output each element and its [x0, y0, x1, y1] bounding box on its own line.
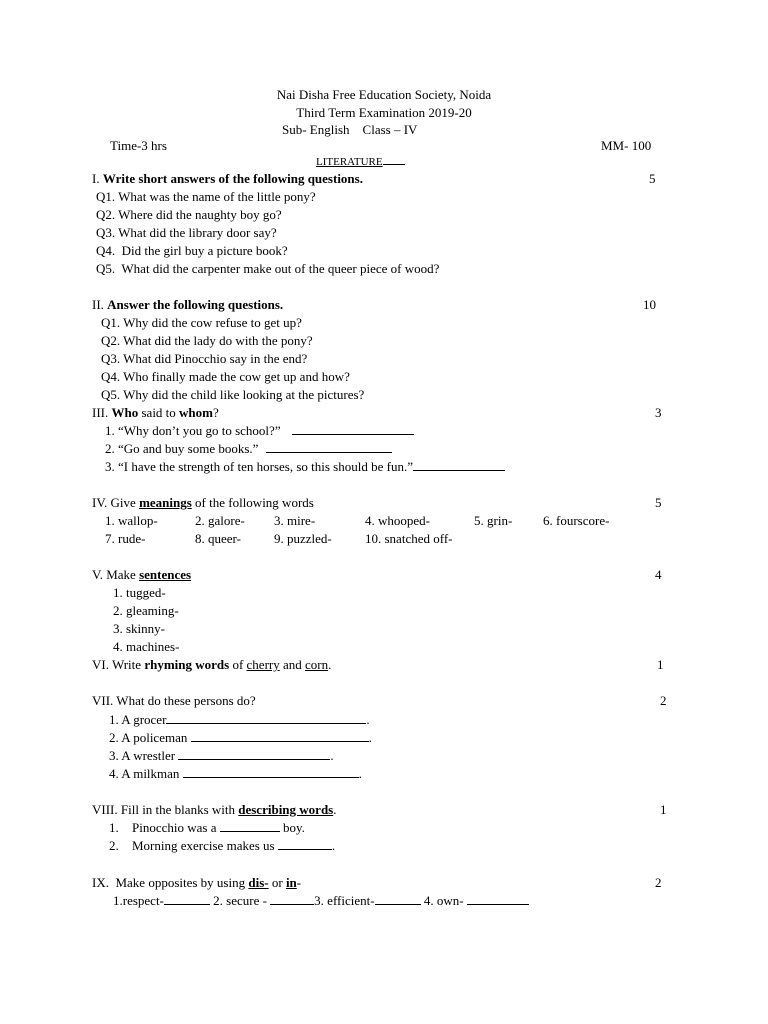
section-6-word-2: corn [305, 657, 329, 672]
s4-word-3: 3. mire- [274, 513, 316, 528]
section-6-dot: . [328, 657, 332, 672]
s8-item-2-text-a: Morning exercise makes us [132, 838, 275, 853]
section-underline [383, 154, 405, 165]
section-heading [316, 154, 405, 170]
s7-item-1: 1. A grocer . [109, 712, 370, 727]
section-3-number: III. [92, 405, 109, 420]
section-8-key: describing words [238, 802, 334, 817]
section-6-word-1: cherry [246, 657, 280, 672]
section-3-said-to: said to [141, 405, 176, 420]
s9-item-2-blank [270, 893, 314, 905]
section-6-heading [92, 657, 331, 673]
section-5-heading [92, 567, 191, 583]
s4-word-4: 4. whooped- [365, 513, 430, 528]
section-4-prefix: IV. Give [92, 495, 136, 510]
s8-item-2-num: 2. [109, 838, 119, 853]
s7-item-3-text: 3. A wrestler [109, 748, 176, 763]
s9-item-1-text: 1.respect- [113, 893, 164, 908]
s4-word-9: 9. puzzled- [274, 531, 332, 546]
s7-item-2: 2. A policeman . [109, 730, 372, 745]
section-2-number: II. [92, 297, 104, 312]
s2-question-4: Q4. Who finally made the cow get up and how? [101, 369, 350, 384]
s9-items [113, 893, 529, 909]
s3-item-2-blank [266, 441, 392, 453]
max-marks: MM- 100 [601, 138, 652, 153]
s4-word-6: 6. fourscore- [543, 513, 610, 528]
s4-word-10: 10. snatched off- [365, 531, 453, 546]
section-6-prefix: VI. Write [92, 657, 142, 672]
section-3-heading [92, 405, 219, 421]
s3-item-1 [105, 423, 414, 439]
s7-item-3-blank [178, 748, 330, 760]
section-9-prefix: IX. Make opposites by using [92, 875, 246, 890]
s9-item-3-blank [375, 893, 421, 905]
s1-question-1: Q1. What was the name of the little pony? [96, 189, 316, 204]
section-1-number: I. [92, 171, 100, 186]
section-2-heading [92, 297, 283, 313]
s4-word-5: 5. grin- [474, 513, 513, 528]
section-8-dot: . [333, 802, 337, 817]
s2-question-3: Q3. What did Pinocchio say in the end? [101, 351, 308, 366]
s4-word-8: 8. queer- [195, 531, 241, 546]
s3-item-1-text: 1. “Why don’t you go to school?” [105, 423, 281, 438]
s1-question-5: Q5. What did the carpenter make out of the queer piece of wood? [96, 261, 440, 276]
s8-item-1-num: 1. [109, 820, 119, 835]
section-8-marks: 1 [660, 802, 667, 817]
s3-item-3 [105, 459, 505, 475]
s5-word-1: 1. tugged- [113, 585, 166, 600]
s9-item-1-blank [164, 893, 210, 905]
s3-item-2-text: 2. “Go and buy some books.” [105, 441, 259, 456]
s2-question-2: Q2. What did the lady do with the pony? [101, 333, 313, 348]
s9-item-4-blank [467, 893, 529, 905]
section-4-suffix: of the following words [195, 495, 314, 510]
section-3-whom: whom [179, 405, 213, 420]
section-7-heading: VII. What do these persons do? [92, 693, 256, 708]
section-6-marks: 1 [657, 657, 664, 672]
s8-item-1-text-b: boy. [282, 820, 305, 835]
s4-word-1: 1. wallop- [105, 513, 158, 528]
school-name: Nai Disha Free Education Society, Noida [276, 87, 492, 102]
s7-item-4-blank [183, 766, 359, 778]
s7-item-2-text: 2. A policeman [109, 730, 188, 745]
section-6-and: and [282, 657, 302, 672]
section-8-prefix: VIII. Fill in the blanks with [92, 802, 235, 817]
section-9-heading [92, 875, 301, 891]
subject-class: Sub- English Class – IV [282, 122, 418, 137]
s1-question-3: Q3. What did the library door say? [96, 225, 277, 240]
s8-item-2-text-b: . [331, 838, 336, 853]
s5-word-3: 3. skinny- [113, 621, 165, 636]
s8-item-1-blank [220, 820, 280, 832]
section-6-key: rhyming words [144, 657, 230, 672]
section-3-who: Who [111, 405, 139, 420]
s3-item-3-blank [413, 459, 505, 471]
section-2-title: Answer the following questions. [107, 297, 284, 312]
section-5-prefix: V. Make [92, 567, 136, 582]
s4-word-7: 7. rude- [105, 531, 146, 546]
section-9-or: or [271, 875, 283, 890]
section-5-marks: 4 [655, 567, 662, 582]
s7-item-4: 4. A milkman . [109, 766, 362, 781]
s9-item-3-text: 3. efficient- [314, 893, 375, 908]
s8-item-1-text-a: Pinocchio was a [132, 820, 217, 835]
s1-question-2: Q2. Where did the naughty boy go? [96, 207, 282, 222]
time-allowed: Time-3 hrs [110, 138, 167, 153]
exam-title: Third Term Examination 2019-20 [296, 105, 472, 120]
section-1-heading [92, 171, 363, 187]
section-9-key-1: dis- [248, 875, 269, 890]
s3-item-3-text: 3. “I have the strength of ten horses, so this should be fun.” [105, 459, 413, 474]
section-3-marks: 3 [655, 405, 662, 420]
s9-item-2-text: 2. secure - [213, 893, 267, 908]
s9-item-4-text: 4. own- [423, 893, 464, 908]
s2-question-1: Q1. Why did the cow refuse to get up? [101, 315, 302, 330]
s8-item-1 [109, 820, 305, 836]
s2-question-5: Q5. Why did the child like looking at the pictures? [101, 387, 365, 402]
s5-word-4: 4. machines- [113, 639, 180, 654]
section-4-marks: 5 [655, 495, 662, 510]
section-1-marks: 5 [649, 171, 656, 186]
section-8-heading [92, 802, 336, 818]
section-9-dash: - [296, 875, 302, 890]
section-6-of: of [232, 657, 244, 672]
s8-item-2-blank [278, 838, 332, 850]
section-1-title: Write short answers of the following questions. [102, 171, 363, 186]
section-5-key: sentences [139, 567, 192, 582]
s8-item-2 [109, 838, 335, 854]
s1-question-4: Q4. Did the girl buy a picture book? [96, 243, 288, 258]
s3-item-1-blank [292, 423, 414, 435]
section-3-qmark: ? [213, 405, 219, 420]
s4-word-2: 2. galore- [195, 513, 245, 528]
section-label: LITERATURE [316, 156, 383, 168]
s3-item-2 [105, 441, 392, 457]
s7-item-1-text: 1. A grocer [109, 712, 167, 727]
section-9-marks: 2 [655, 875, 662, 890]
section-4-key: meanings [139, 495, 192, 510]
section-2-marks: 10 [643, 297, 656, 312]
s7-item-4-text: 4. A milkman [109, 766, 180, 781]
section-7-marks: 2 [660, 693, 667, 708]
s7-item-3: 3. A wrestler . [109, 748, 334, 763]
s7-item-1-blank [166, 712, 366, 724]
s7-item-2-blank [191, 730, 369, 742]
section-4-heading [92, 495, 314, 511]
section-9-key-2: in [285, 875, 297, 890]
s5-word-2: 2. gleaming- [113, 603, 179, 618]
